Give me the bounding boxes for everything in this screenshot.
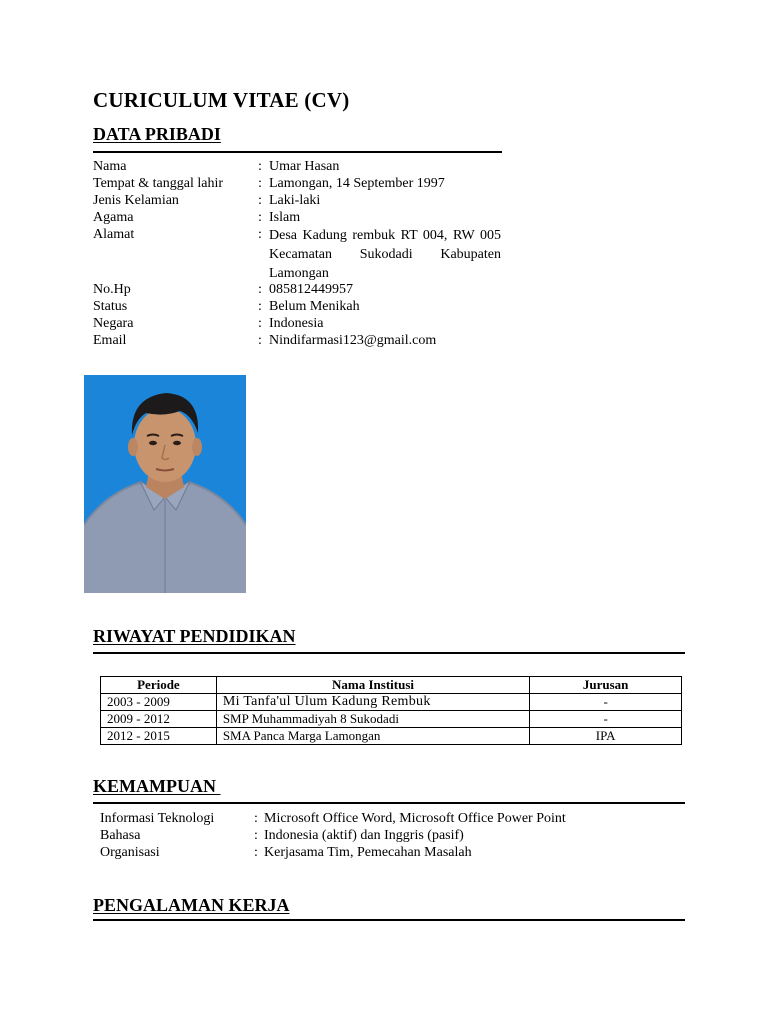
skill-separator: : bbox=[254, 845, 258, 860]
portrait-illustration bbox=[84, 375, 246, 593]
field-separator: : bbox=[258, 299, 262, 314]
cell-institusi: Mi Tanfa'ul Ulum Kadung Rembuk bbox=[216, 694, 529, 711]
field-value: Laki-laki bbox=[269, 193, 321, 208]
address-value: Desa Kadung rembuk RT 004, RW 005 Kecamatan Sukodadi Kabupaten Lamongan bbox=[269, 228, 501, 281]
cell-periode: 2003 - 2009 bbox=[101, 694, 217, 711]
table-row bbox=[101, 728, 682, 745]
skill-value: Kerjasama Tim, Pemecahan Masalah bbox=[264, 845, 472, 860]
cell-institusi: SMP Muhammadiyah 8 Sukodadi bbox=[216, 711, 529, 728]
field-value: Umar Hasan bbox=[269, 159, 340, 174]
section-heading-skills: KEMAMPUAN bbox=[93, 776, 221, 796]
cell-periode: 2012 - 2015 bbox=[101, 728, 217, 745]
section-heading-education: RIWAYAT PENDIDIKAN bbox=[93, 626, 296, 646]
skill-label: Informasi Teknologi bbox=[100, 811, 215, 826]
table-header-row bbox=[101, 677, 682, 694]
column-header-jurusan: Jurusan bbox=[530, 677, 682, 694]
section-heading-experience: PENGALAMAN KERJA bbox=[93, 895, 290, 915]
field-label: No.Hp bbox=[93, 282, 131, 297]
cell-periode: 2009 - 2012 bbox=[101, 711, 217, 728]
field-label: Agama bbox=[93, 210, 134, 225]
field-separator: : bbox=[258, 282, 262, 297]
skill-separator: : bbox=[254, 811, 258, 826]
field-value: Belum Menikah bbox=[269, 299, 360, 314]
field-separator: : bbox=[258, 333, 262, 348]
field-separator: : bbox=[258, 176, 262, 191]
field-value: Indonesia bbox=[269, 316, 324, 331]
education-table bbox=[100, 676, 682, 745]
skill-label: Bahasa bbox=[100, 828, 141, 843]
column-header-periode: Periode bbox=[101, 677, 217, 694]
cell-jurusan: - bbox=[530, 694, 682, 711]
section-rule-education bbox=[93, 652, 685, 654]
field-value: Islam bbox=[269, 210, 301, 225]
skill-value: Microsoft Office Word, Microsoft Office Power Point bbox=[264, 811, 566, 826]
field-label: Alamat bbox=[93, 227, 135, 242]
column-header-institusi: Nama Institusi bbox=[216, 677, 529, 694]
document-title: CURICULUM VITAE (CV) bbox=[93, 88, 350, 112]
field-value: Nindifarmasi123@gmail.com bbox=[269, 333, 437, 348]
field-separator: : bbox=[258, 193, 262, 208]
cell-jurusan: - bbox=[530, 711, 682, 728]
section-heading-personal: DATA PRIBADI bbox=[93, 124, 221, 144]
field-label: Status bbox=[93, 299, 128, 314]
field-label: Jenis Kelamian bbox=[93, 193, 179, 208]
table-row bbox=[101, 711, 682, 728]
field-label: Nama bbox=[93, 159, 127, 174]
table-row bbox=[101, 694, 682, 711]
field-label: Negara bbox=[93, 316, 134, 331]
skill-label: Organisasi bbox=[100, 845, 160, 860]
field-label: Tempat & tanggal lahir bbox=[93, 176, 224, 191]
skill-separator: : bbox=[254, 828, 258, 843]
section-rule-personal bbox=[93, 151, 502, 153]
field-separator: : bbox=[258, 159, 262, 174]
field-separator: : bbox=[258, 316, 262, 331]
field-separator: : bbox=[258, 210, 262, 225]
cell-institusi: SMA Panca Marga Lamongan bbox=[216, 728, 529, 745]
field-separator: : bbox=[258, 227, 262, 242]
section-rule-skills bbox=[93, 802, 685, 804]
section-rule-experience bbox=[93, 919, 685, 921]
cell-jurusan: IPA bbox=[530, 728, 682, 745]
profile-photo bbox=[84, 375, 246, 593]
skill-value: Indonesia (aktif) dan Inggris (pasif) bbox=[264, 828, 464, 843]
field-value: Lamongan, 14 September 1997 bbox=[269, 176, 445, 191]
field-value: 085812449957 bbox=[269, 282, 353, 297]
field-label: Email bbox=[93, 333, 127, 348]
